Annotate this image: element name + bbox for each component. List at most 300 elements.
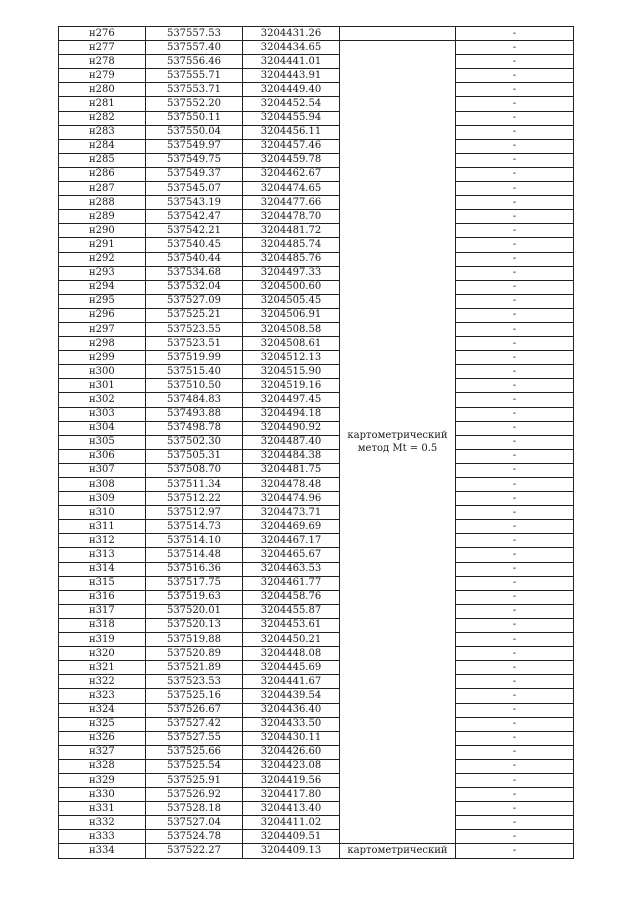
accuracy-cell: -	[456, 562, 574, 576]
table-row	[59, 618, 574, 632]
y-coordinate-cell: 3204433.50	[243, 717, 340, 731]
table-row	[59, 308, 574, 322]
accuracy-cell: -	[456, 830, 574, 844]
table-row	[59, 111, 574, 125]
x-coordinate-cell: 537555.71	[146, 69, 243, 83]
x-coordinate-cell: 537553.71	[146, 83, 243, 97]
accuracy-cell: -	[456, 675, 574, 689]
x-coordinate-cell: 537520.01	[146, 604, 243, 618]
table-row	[59, 562, 574, 576]
x-coordinate-cell: 537502.30	[146, 435, 243, 449]
accuracy-cell: -	[456, 576, 574, 590]
method-cell: картометрический	[340, 844, 456, 858]
point-number-cell: н308	[59, 478, 146, 492]
accuracy-cell: -	[456, 337, 574, 351]
accuracy-cell: -	[456, 294, 574, 308]
x-coordinate-cell: 537549.97	[146, 139, 243, 153]
accuracy-cell: -	[456, 731, 574, 745]
x-coordinate-cell: 537543.19	[146, 196, 243, 210]
point-number-cell: н318	[59, 618, 146, 632]
x-coordinate-cell: 537526.92	[146, 788, 243, 802]
accuracy-cell: -	[456, 139, 574, 153]
accuracy-cell: -	[456, 111, 574, 125]
point-number-cell: н312	[59, 534, 146, 548]
accuracy-cell: -	[456, 41, 574, 55]
accuracy-cell: -	[456, 717, 574, 731]
y-coordinate-cell: 3204413.40	[243, 802, 340, 816]
method-cell-merged: картометрический метод Mt = 0.5	[340, 41, 456, 844]
x-coordinate-cell: 537505.31	[146, 449, 243, 463]
accuracy-cell: -	[456, 266, 574, 280]
table-row	[59, 773, 574, 787]
point-number-cell: н306	[59, 449, 146, 463]
x-coordinate-cell: 537525.54	[146, 759, 243, 773]
point-number-cell: н277	[59, 41, 146, 55]
x-coordinate-cell: 537549.37	[146, 167, 243, 181]
table-row	[59, 393, 574, 407]
y-coordinate-cell: 3204508.61	[243, 337, 340, 351]
point-number-cell: н311	[59, 520, 146, 534]
y-coordinate-cell: 3204508.58	[243, 322, 340, 336]
x-coordinate-cell: 537520.89	[146, 647, 243, 661]
x-coordinate-cell: 537526.67	[146, 703, 243, 717]
point-number-cell: н316	[59, 590, 146, 604]
x-coordinate-cell: 537528.18	[146, 802, 243, 816]
table-row	[59, 280, 574, 294]
accuracy-cell: -	[456, 379, 574, 393]
y-coordinate-cell: 3204456.11	[243, 125, 340, 139]
table-row	[59, 534, 574, 548]
y-coordinate-cell: 3204461.77	[243, 576, 340, 590]
x-coordinate-cell: 537519.99	[146, 351, 243, 365]
y-coordinate-cell: 3204459.78	[243, 153, 340, 167]
accuracy-cell: -	[456, 97, 574, 111]
table-row	[59, 463, 574, 477]
point-number-cell: н279	[59, 69, 146, 83]
y-coordinate-cell: 3204430.11	[243, 731, 340, 745]
point-number-cell: н281	[59, 97, 146, 111]
table-row	[59, 435, 574, 449]
accuracy-cell: -	[456, 689, 574, 703]
x-coordinate-cell: 537508.70	[146, 463, 243, 477]
point-number-cell: н309	[59, 492, 146, 506]
table-row	[59, 449, 574, 463]
y-coordinate-cell: 3204481.75	[243, 463, 340, 477]
table-row	[59, 816, 574, 830]
x-coordinate-cell: 537542.21	[146, 224, 243, 238]
point-number-cell: н290	[59, 224, 146, 238]
y-coordinate-cell: 3204457.46	[243, 139, 340, 153]
y-coordinate-cell: 3204484.38	[243, 449, 340, 463]
x-coordinate-cell: 537512.22	[146, 492, 243, 506]
x-coordinate-cell: 537517.75	[146, 576, 243, 590]
y-coordinate-cell: 3204441.01	[243, 55, 340, 69]
point-number-cell: н333	[59, 830, 146, 844]
y-coordinate-cell: 3204497.45	[243, 393, 340, 407]
table-row	[59, 759, 574, 773]
point-number-cell: н280	[59, 83, 146, 97]
accuracy-cell: -	[456, 604, 574, 618]
table-row	[59, 125, 574, 139]
x-coordinate-cell: 537512.97	[146, 506, 243, 520]
x-coordinate-cell: 537522.27	[146, 844, 243, 858]
accuracy-cell: -	[456, 844, 574, 858]
point-number-cell: н305	[59, 435, 146, 449]
accuracy-cell: -	[456, 773, 574, 787]
x-coordinate-cell: 537540.44	[146, 252, 243, 266]
y-coordinate-cell: 3204474.65	[243, 182, 340, 196]
x-coordinate-cell: 537525.16	[146, 689, 243, 703]
x-coordinate-cell: 537527.09	[146, 294, 243, 308]
table-row	[59, 97, 574, 111]
accuracy-cell: -	[456, 55, 574, 69]
accuracy-cell: -	[456, 167, 574, 181]
point-number-cell: н317	[59, 604, 146, 618]
accuracy-cell: -	[456, 463, 574, 477]
x-coordinate-cell: 537542.47	[146, 210, 243, 224]
y-coordinate-cell: 3204469.69	[243, 520, 340, 534]
accuracy-cell: -	[456, 280, 574, 294]
point-number-cell: н276	[59, 27, 146, 41]
table-row	[59, 337, 574, 351]
x-coordinate-cell: 537540.45	[146, 238, 243, 252]
accuracy-cell: -	[456, 590, 574, 604]
accuracy-cell: -	[456, 238, 574, 252]
y-coordinate-cell: 3204494.18	[243, 407, 340, 421]
table-row	[59, 492, 574, 506]
x-coordinate-cell: 537510.50	[146, 379, 243, 393]
table-row	[59, 548, 574, 562]
y-coordinate-cell: 3204478.48	[243, 478, 340, 492]
accuracy-cell: -	[456, 759, 574, 773]
table-row	[59, 703, 574, 717]
accuracy-cell: -	[456, 534, 574, 548]
y-coordinate-cell: 3204439.54	[243, 689, 340, 703]
y-coordinate-cell: 3204512.13	[243, 351, 340, 365]
point-number-cell: н302	[59, 393, 146, 407]
table-row	[59, 139, 574, 153]
accuracy-cell: -	[456, 69, 574, 83]
x-coordinate-cell: 537557.53	[146, 27, 243, 41]
x-coordinate-cell: 537521.89	[146, 661, 243, 675]
table-row	[59, 604, 574, 618]
y-coordinate-cell: 3204455.94	[243, 111, 340, 125]
table-row	[59, 745, 574, 759]
table-row	[59, 506, 574, 520]
x-coordinate-cell: 537516.36	[146, 562, 243, 576]
y-coordinate-cell: 3204506.91	[243, 308, 340, 322]
point-number-cell: н320	[59, 647, 146, 661]
accuracy-cell: -	[456, 125, 574, 139]
accuracy-cell: -	[456, 365, 574, 379]
x-coordinate-cell: 537519.88	[146, 633, 243, 647]
y-coordinate-cell: 3204463.53	[243, 562, 340, 576]
accuracy-cell: -	[456, 153, 574, 167]
x-coordinate-cell: 537534.68	[146, 266, 243, 280]
accuracy-cell: -	[456, 703, 574, 717]
y-coordinate-cell: 3204485.76	[243, 252, 340, 266]
x-coordinate-cell: 537525.91	[146, 773, 243, 787]
point-number-cell: н295	[59, 294, 146, 308]
y-coordinate-cell: 3204443.91	[243, 69, 340, 83]
table-row	[59, 830, 574, 844]
x-coordinate-cell: 537524.78	[146, 830, 243, 844]
table-row	[59, 83, 574, 97]
x-coordinate-cell: 537523.51	[146, 337, 243, 351]
accuracy-cell: -	[456, 618, 574, 632]
y-coordinate-cell: 3204441.67	[243, 675, 340, 689]
table-row	[59, 322, 574, 336]
accuracy-cell: -	[456, 788, 574, 802]
x-coordinate-cell: 537525.66	[146, 745, 243, 759]
table-row	[59, 689, 574, 703]
accuracy-cell: -	[456, 506, 574, 520]
point-number-cell: н289	[59, 210, 146, 224]
y-coordinate-cell: 3204434.65	[243, 41, 340, 55]
table-row	[59, 731, 574, 745]
accuracy-cell: -	[456, 745, 574, 759]
coordinates-sheet	[58, 26, 573, 859]
point-number-cell: н329	[59, 773, 146, 787]
point-number-cell: н332	[59, 816, 146, 830]
table-row	[59, 252, 574, 266]
accuracy-cell: -	[456, 196, 574, 210]
table-row	[59, 576, 574, 590]
point-number-cell: н303	[59, 407, 146, 421]
coordinates-table	[58, 26, 574, 859]
accuracy-cell: -	[456, 182, 574, 196]
table-row	[59, 266, 574, 280]
table-row	[59, 647, 574, 661]
table-row	[59, 41, 574, 55]
y-coordinate-cell: 3204426.60	[243, 745, 340, 759]
table-row	[59, 196, 574, 210]
point-number-cell: н331	[59, 802, 146, 816]
x-coordinate-cell: 537556.46	[146, 55, 243, 69]
coordinates-table-body	[59, 27, 574, 859]
x-coordinate-cell: 537527.55	[146, 731, 243, 745]
y-coordinate-cell: 3204449.40	[243, 83, 340, 97]
point-number-cell: н278	[59, 55, 146, 69]
accuracy-cell: -	[456, 83, 574, 97]
y-coordinate-cell: 3204490.92	[243, 421, 340, 435]
point-number-cell: н310	[59, 506, 146, 520]
point-number-cell: н328	[59, 759, 146, 773]
x-coordinate-cell: 537527.42	[146, 717, 243, 731]
accuracy-cell: -	[456, 351, 574, 365]
y-coordinate-cell: 3204453.61	[243, 618, 340, 632]
y-coordinate-cell: 3204497.33	[243, 266, 340, 280]
y-coordinate-cell: 3204462.67	[243, 167, 340, 181]
table-row	[59, 633, 574, 647]
x-coordinate-cell: 537514.48	[146, 548, 243, 562]
table-row	[59, 210, 574, 224]
accuracy-cell: -	[456, 816, 574, 830]
point-number-cell: н299	[59, 351, 146, 365]
point-number-cell: н315	[59, 576, 146, 590]
accuracy-cell: -	[456, 252, 574, 266]
point-number-cell: н282	[59, 111, 146, 125]
point-number-cell: н296	[59, 308, 146, 322]
x-coordinate-cell: 537525.21	[146, 308, 243, 322]
accuracy-cell: -	[456, 548, 574, 562]
x-coordinate-cell: 537493.88	[146, 407, 243, 421]
table-row	[59, 294, 574, 308]
y-coordinate-cell: 3204431.26	[243, 27, 340, 41]
table-row	[59, 421, 574, 435]
y-coordinate-cell: 3204465.67	[243, 548, 340, 562]
table-row	[59, 55, 574, 69]
accuracy-cell: -	[456, 308, 574, 322]
x-coordinate-cell: 537552.20	[146, 97, 243, 111]
point-number-cell: н325	[59, 717, 146, 731]
point-number-cell: н327	[59, 745, 146, 759]
table-row	[59, 69, 574, 83]
table-row	[59, 365, 574, 379]
table-row	[59, 167, 574, 181]
accuracy-cell: -	[456, 322, 574, 336]
x-coordinate-cell: 537550.11	[146, 111, 243, 125]
point-number-cell: н285	[59, 153, 146, 167]
accuracy-cell: -	[456, 27, 574, 41]
table-row	[59, 520, 574, 534]
accuracy-cell: -	[456, 802, 574, 816]
point-number-cell: н283	[59, 125, 146, 139]
y-coordinate-cell: 3204474.96	[243, 492, 340, 506]
accuracy-cell: -	[456, 449, 574, 463]
y-coordinate-cell: 3204409.51	[243, 830, 340, 844]
x-coordinate-cell: 537532.04	[146, 280, 243, 294]
x-coordinate-cell: 537527.04	[146, 816, 243, 830]
point-number-cell: н291	[59, 238, 146, 252]
table-row	[59, 788, 574, 802]
accuracy-cell: -	[456, 435, 574, 449]
y-coordinate-cell: 3204477.66	[243, 196, 340, 210]
accuracy-cell: -	[456, 224, 574, 238]
x-coordinate-cell: 537514.73	[146, 520, 243, 534]
point-number-cell: н284	[59, 139, 146, 153]
point-number-cell: н321	[59, 661, 146, 675]
table-row	[59, 802, 574, 816]
x-coordinate-cell: 537523.53	[146, 675, 243, 689]
point-number-cell: н334	[59, 844, 146, 858]
y-coordinate-cell: 3204417.80	[243, 788, 340, 802]
y-coordinate-cell: 3204409.13	[243, 844, 340, 858]
x-coordinate-cell: 537550.04	[146, 125, 243, 139]
x-coordinate-cell: 537557.40	[146, 41, 243, 55]
table-row	[59, 379, 574, 393]
table-row	[59, 351, 574, 365]
point-number-cell: н304	[59, 421, 146, 435]
point-number-cell: н287	[59, 182, 146, 196]
table-row	[59, 478, 574, 492]
point-number-cell: н314	[59, 562, 146, 576]
x-coordinate-cell: 537520.13	[146, 618, 243, 632]
y-coordinate-cell: 3204445.69	[243, 661, 340, 675]
accuracy-cell: -	[456, 520, 574, 534]
y-coordinate-cell: 3204448.08	[243, 647, 340, 661]
point-number-cell: н307	[59, 463, 146, 477]
point-number-cell: н293	[59, 266, 146, 280]
y-coordinate-cell: 3204455.87	[243, 604, 340, 618]
y-coordinate-cell: 3204467.17	[243, 534, 340, 548]
table-row	[59, 238, 574, 252]
table-row	[59, 590, 574, 604]
table-row	[59, 717, 574, 731]
y-coordinate-cell: 3204515.90	[243, 365, 340, 379]
y-coordinate-cell: 3204505.45	[243, 294, 340, 308]
method-cell-empty	[340, 27, 456, 41]
x-coordinate-cell: 537545.07	[146, 182, 243, 196]
point-number-cell: н323	[59, 689, 146, 703]
x-coordinate-cell: 537515.40	[146, 365, 243, 379]
y-coordinate-cell: 3204485.74	[243, 238, 340, 252]
accuracy-cell: -	[456, 407, 574, 421]
y-coordinate-cell: 3204500.60	[243, 280, 340, 294]
table-row	[59, 153, 574, 167]
point-number-cell: н319	[59, 633, 146, 647]
y-coordinate-cell: 3204419.56	[243, 773, 340, 787]
y-coordinate-cell: 3204436.40	[243, 703, 340, 717]
point-number-cell: н294	[59, 280, 146, 294]
table-row	[59, 675, 574, 689]
point-number-cell: н300	[59, 365, 146, 379]
x-coordinate-cell: 537511.34	[146, 478, 243, 492]
x-coordinate-cell: 537498.78	[146, 421, 243, 435]
table-row	[59, 407, 574, 421]
accuracy-cell: -	[456, 647, 574, 661]
y-coordinate-cell: 3204473.71	[243, 506, 340, 520]
y-coordinate-cell: 3204478.70	[243, 210, 340, 224]
y-coordinate-cell: 3204458.76	[243, 590, 340, 604]
point-number-cell: н330	[59, 788, 146, 802]
y-coordinate-cell: 3204452.54	[243, 97, 340, 111]
table-row	[59, 27, 574, 41]
point-number-cell: н301	[59, 379, 146, 393]
point-number-cell: н313	[59, 548, 146, 562]
point-number-cell: н324	[59, 703, 146, 717]
table-row	[59, 182, 574, 196]
table-row	[59, 844, 574, 858]
accuracy-cell: -	[456, 393, 574, 407]
x-coordinate-cell: 537549.75	[146, 153, 243, 167]
x-coordinate-cell: 537514.10	[146, 534, 243, 548]
accuracy-cell: -	[456, 492, 574, 506]
y-coordinate-cell: 3204481.72	[243, 224, 340, 238]
y-coordinate-cell: 3204487.40	[243, 435, 340, 449]
accuracy-cell: -	[456, 633, 574, 647]
accuracy-cell: -	[456, 478, 574, 492]
y-coordinate-cell: 3204519.16	[243, 379, 340, 393]
accuracy-cell: -	[456, 661, 574, 675]
point-number-cell: н288	[59, 196, 146, 210]
point-number-cell: н286	[59, 167, 146, 181]
accuracy-cell: -	[456, 421, 574, 435]
y-coordinate-cell: 3204411.02	[243, 816, 340, 830]
y-coordinate-cell: 3204423.08	[243, 759, 340, 773]
x-coordinate-cell: 537523.55	[146, 322, 243, 336]
x-coordinate-cell: 537519.63	[146, 590, 243, 604]
x-coordinate-cell: 537484.83	[146, 393, 243, 407]
point-number-cell: н322	[59, 675, 146, 689]
point-number-cell: н297	[59, 322, 146, 336]
point-number-cell: н298	[59, 337, 146, 351]
y-coordinate-cell: 3204450.21	[243, 633, 340, 647]
table-row	[59, 661, 574, 675]
point-number-cell: н326	[59, 731, 146, 745]
table-row	[59, 224, 574, 238]
accuracy-cell: -	[456, 210, 574, 224]
